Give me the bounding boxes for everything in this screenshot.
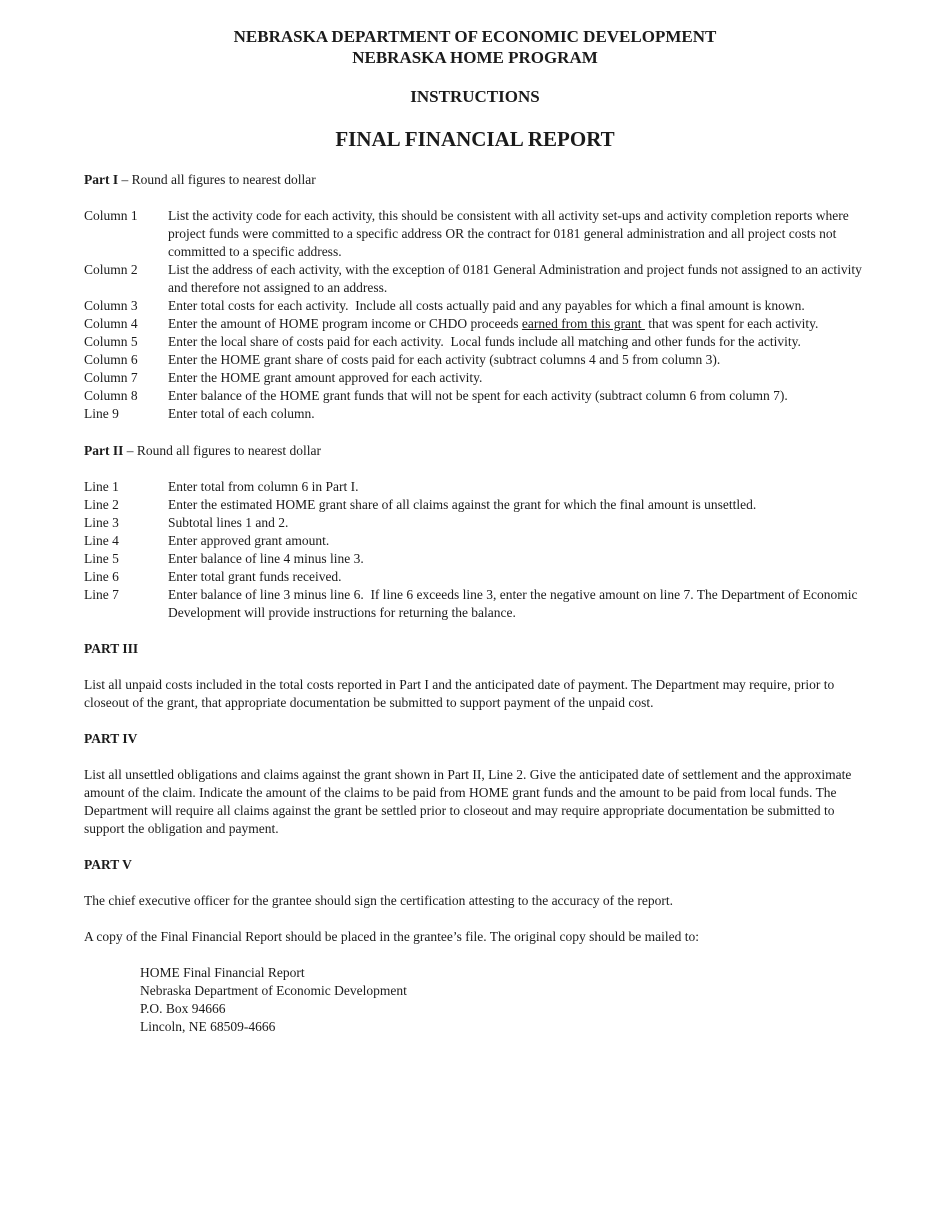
mailing-address-line-1: HOME Final Financial Report [140,965,305,980]
item-text: Enter the HOME grant amount approved for each activity. [168,370,483,385]
part1-item-list [84,207,866,423]
item-label: Line 7 [84,587,119,602]
item-text: List the activity code for each activity, this should be consistent with all activity set-ups and activity completion reports where project funds were committed to a specific address OR the contract for 0181 general administration and all project costs not committed to a specific address. [168,208,853,259]
item-text: Enter total of each column. [168,406,315,421]
item-text: Enter balance of line 4 minus line 3. [168,551,364,566]
item-label: Column 8 [84,388,138,403]
list-item-line-7 [84,586,866,622]
final-financial-report-instructions [84,26,866,1036]
list-item-line-1 [84,478,866,496]
list-item-line-2 [84,496,866,514]
item-text: Enter approved grant amount. [168,533,330,548]
list-item-column-6 [84,351,866,369]
item-label: Line 4 [84,533,119,548]
part5-paragraph-2: A copy of the Final Financial Report should be placed in the grantee’s file. The original copy should be mailed to: [84,929,699,944]
part1-subtitle: – Round all figures to nearest dollar [118,172,316,187]
mailing-address-line-2: Nebraska Department of Economic Development [140,983,407,998]
item-text: Enter total grant funds received. [168,569,342,584]
item-label: Column 1 [84,208,138,223]
part4-heading: PART IV [84,731,138,746]
item-label: Line 3 [84,515,119,530]
item-label: Column 6 [84,352,138,367]
part2-subtitle: – Round all figures to nearest dollar [123,443,321,458]
item-label: Column 5 [84,334,138,349]
item-text: Enter total costs for each activity. Include all costs actually paid and any payables for which a final amount is known. [168,298,805,313]
item-label: Column 4 [84,316,138,331]
item-label: Line 5 [84,551,119,566]
list-item-column-8 [84,387,866,405]
item-label: Column 3 [84,298,138,313]
part1-heading [84,171,866,189]
item-text-pre: Enter the amount of HOME program income or CHDO proceeds [168,316,522,331]
part5-heading: PART V [84,857,132,872]
item-label: Line 6 [84,569,119,584]
underlined-phrase: earned from this grant [521,316,645,331]
item-text: Enter the HOME grant share of costs paid for each activity (subtract columns 4 and 5 from column 3). [168,352,721,367]
item-label: Line 1 [84,479,119,494]
item-text: Enter the estimated HOME grant share of all claims against the grant for which the final amount is unsettled. [168,497,757,512]
item-text: Enter total from column 6 in Part I. [168,479,359,494]
mailing-address [140,964,866,1036]
document-header [84,26,866,152]
mailing-address-line-4: Lincoln, NE 68509-4666 [140,1019,276,1034]
list-item-line-4 [84,532,866,550]
item-text: Subtotal lines 1 and 2. [168,515,289,530]
part2-label: Part II [84,443,124,458]
part3-paragraph: List all unpaid costs included in the total costs reported in Part I and the anticipated date of payment. The Department may require, prior to closeout of the grant, that appropriate documentation be submitted to support payment of the unpaid cost. [84,677,838,710]
list-item-line-3 [84,514,866,532]
item-text: List the address of each activity, with the exception of 0181 General Administration and project funds not assigned to an activity and therefore not assigned to an address. [168,262,866,295]
item-label: Line 2 [84,497,119,512]
part3-heading: PART III [84,641,139,656]
list-item-column-7 [84,369,866,387]
mailing-address-line-3: P.O. Box 94666 [140,1001,226,1016]
list-item-line-9 [84,405,866,423]
item-label: Line 9 [84,406,119,421]
list-item-line-5 [84,550,866,568]
program-name: NEBRASKA HOME PROGRAM [352,48,598,67]
part5-paragraph-1: The chief executive officer for the grantee should sign the certification attesting to the accuracy of the report. [84,893,673,908]
list-item-column-1 [84,207,866,261]
list-item-line-6 [84,568,866,586]
item-label: Column 7 [84,370,138,385]
item-text: Enter balance of the HOME grant funds that will not be spent for each activity (subtract column 6 from column 7). [168,388,788,403]
part2-item-list [84,478,866,622]
item-text: Enter the local share of costs paid for each activity. Local funds include all matching and other funds for the activity. [168,334,801,349]
item-text-post: that was spent for each activity. [644,316,819,331]
part1-label: Part I [84,172,119,187]
part4-paragraph: List all unsettled obligations and claims against the grant shown in Part II, Line 2. Give the anticipated date of settlement and the approximate amount of the claim. Indicate the amount of the claims to be paid from HOME grant funds and the amount to be paid from local funds. The Department will require all claims against the grant be settled prior to closeout and may require appropriate documentation be submitted to support the obligation and payment. [84,767,855,836]
list-item-column-5 [84,333,866,351]
report-title: FINAL FINANCIAL REPORT [335,127,615,151]
item-text [168,315,866,333]
list-item-column-2 [84,261,866,297]
list-item-column-4 [84,315,866,333]
agency-name: NEBRASKA DEPARTMENT OF ECONOMIC DEVELOPMENT [233,27,717,46]
instructions-heading: INSTRUCTIONS [410,87,540,106]
part2-heading [84,442,866,460]
list-item-column-3 [84,297,866,315]
item-label: Column 2 [84,262,138,277]
item-text: Enter balance of line 3 minus line 6. If line 6 exceeds line 3, enter the negative amount on line 7. The Department of Economic Development will provide instructions for returning the balance. [168,587,861,620]
